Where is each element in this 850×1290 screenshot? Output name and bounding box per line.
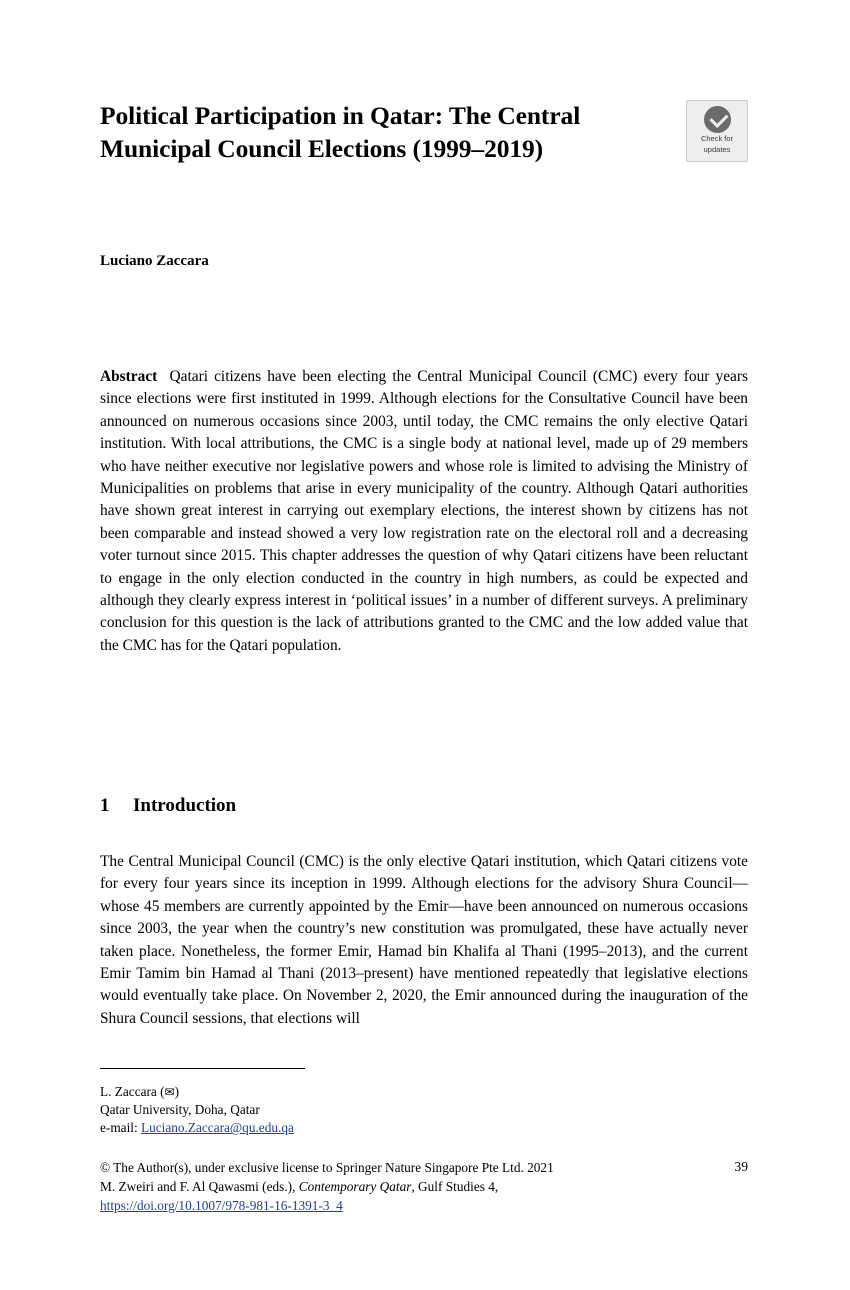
page-title: Political Participation in Qatar: The Central Municipal Council Elections (1999–2019)	[100, 101, 581, 163]
envelope-icon: ✉	[164, 1085, 175, 1099]
footnote-email-line	[100, 1119, 748, 1137]
section-number: 1	[100, 795, 110, 816]
footnote-author-end: )	[174, 1084, 180, 1099]
check-for-updates-badge[interactable]	[686, 100, 748, 162]
footnote-author: L. Zaccara (	[100, 1084, 165, 1099]
doi-line	[100, 1197, 748, 1216]
copyright-line-1: © The Author(s), under exclusive license to Springer Nature Singapore Pte Ltd. 2021	[100, 1160, 554, 1175]
paper-page	[100, 0, 748, 1290]
footnote-email-label: e-mail:	[100, 1120, 141, 1136]
footnote-author-line	[100, 1083, 748, 1101]
badge-line-2: updates	[703, 144, 731, 154]
abstract-label: Abstract	[100, 368, 158, 385]
footnote-block	[100, 1083, 748, 1138]
doi-link[interactable]: https://doi.org/10.1007/978-981-16-1391-3_4	[100, 1197, 343, 1213]
abstract-block	[100, 366, 748, 657]
section-heading	[100, 795, 236, 817]
footnote-email-link[interactable]: Luciano.Zaccara@qu.edu.qa	[140, 1120, 294, 1136]
copyright-book-title: Contemporary Qatar	[298, 1178, 412, 1194]
section-title: Introduction	[133, 795, 237, 816]
author-name: Luciano Zaccara	[100, 253, 209, 269]
copyright-series: , Gulf Studies 4,	[411, 1178, 499, 1194]
section-paragraph: The Central Municipal Council (CMC) is the only elective Qatari institution, which Qatari citizens vote for every four years since its inception in 1999. Although elections for the advisory Shura Council—whose 45 members are currently appointed by the Emir—have been announced on numerous occasions since 2003, the year when the country’s new constitution was promulgated, these have actually never taken place. Nonetheless, the former Emir, Hamad bin Khalifa al Thani (1995–2013), and the current Emir Tamim bin Hamad al Thani (2013–present) have mentioned repeatedly that legislative elections would eventually take place. On November 2, 2020, the Emir announced during the inauguration of the Shura Council sessions, that elections will	[100, 853, 748, 1027]
copyright-line-2	[100, 1178, 748, 1197]
title-row	[100, 100, 748, 165]
page-number: 39	[734, 1159, 748, 1174]
footnote-divider	[100, 1068, 305, 1069]
check-for-updates-icon	[704, 106, 731, 133]
badge-line-1: Check for	[700, 134, 734, 143]
copyright-block	[100, 1159, 748, 1216]
abstract-text: Qatari citizens have been electing the Central Municipal Council (CMC) every four years since elections were first instituted in 1999. Although elections for the Consultative Council have been announced on numerous occasions since 2003, until today, the CMC remains the only elective Qatari institution. With local attributions, the CMC is a single body at national level, made up of 29 members who have neither executive nor legislative powers and whose role is limited to advising the Ministry of Municipalities on problems that arise in every municipality of the country. Although Qatari authorities have shown great interest in carrying out exemplary elections, the interest shown by citizens has not been comparable and instead showed a very low registration rate on the electoral roll and a decreasing voter turnout since 2015. This chapter addresses the question of why Qatari citizens have been reluctant to engage in the only election conducted in the country in high numbers, as could be expected and although they clearly express interest in ‘political issues’ in a number of different surveys. A preliminary conclusion for this question is the lack of attributions granted to the CMC and the low added value that the CMC has for the Qatari population.	[100, 368, 748, 654]
footnote-affiliation: Qatar University, Doha, Qatar	[100, 1102, 260, 1118]
copyright-editors: M. Zweiri and F. Al Qawasmi (eds.),	[100, 1178, 299, 1194]
